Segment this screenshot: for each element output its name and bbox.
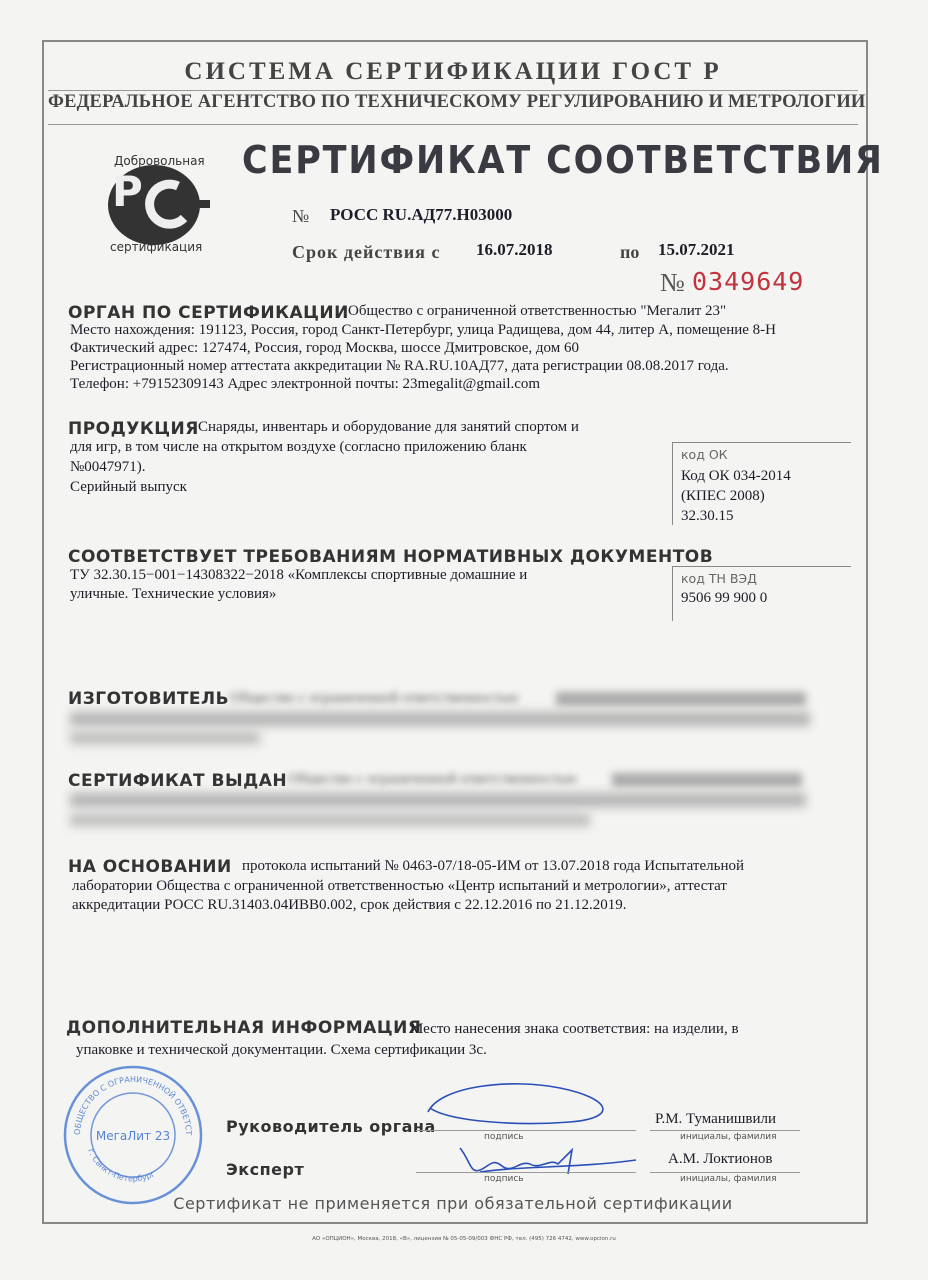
head-signature bbox=[420, 1078, 630, 1130]
compliance-line: ТУ 32.30.15−001−14308322−2018 «Комплексы спортивные домашние и bbox=[70, 567, 528, 583]
header-divider bbox=[48, 124, 858, 125]
tnved-code-heading: код ТН ВЭД bbox=[681, 571, 757, 586]
svg-text:ОБЩЕСТВО С ОГРАНИЧЕННОЙ ОТВЕТС bbox=[58, 1060, 193, 1136]
form-number: 0349649 bbox=[692, 267, 805, 296]
ok-code-heading: код ОК bbox=[681, 447, 728, 462]
product-line: №0047971). bbox=[70, 459, 146, 475]
redacted-block bbox=[70, 793, 806, 807]
basis-heading: НА ОСНОВАНИИ bbox=[68, 857, 232, 877]
basis-line: лаборатории Общества с ограниченной ответственностью «Центр испытаний и метрологии», аттестат bbox=[72, 878, 727, 894]
logo-bottom-text: сертификация bbox=[110, 240, 203, 254]
signature-line bbox=[416, 1172, 636, 1173]
additional-heading: ДОПОЛНИТЕЛЬНАЯ ИНФОРМАЦИЯ bbox=[66, 1018, 422, 1038]
cert-body-accreditation: Регистрационный номер аттестата аккредитации № RA.RU.10АД77, дата регистрации 08.08.2017 года. bbox=[70, 358, 729, 374]
basis-line: аккредитации РОСС RU.31403.04ИВВ0.002, срок действия с 22.12.2016 по 21.12.2019. bbox=[72, 897, 627, 913]
additional-line: упаковке и технической документации. Схема сертификации 3с. bbox=[76, 1042, 487, 1058]
cert-body-name: Общество с ограниченной ответственностью "Мегалит 23" bbox=[348, 303, 727, 319]
stamp-ring-bottom: г. Санкт-Петербург bbox=[86, 1147, 157, 1184]
cert-body-address: Место нахождения: 191123, Россия, город Санкт-Петербург, улица Радищева, дом 44, литер А, помещение 8-Н bbox=[70, 322, 776, 338]
sign-caption: подпись bbox=[484, 1132, 524, 1142]
head-name: Р.М. Туманишвили bbox=[655, 1111, 777, 1127]
footer-notice: Сертификат не применяется при обязательной сертификации bbox=[173, 1194, 733, 1213]
expert-name: А.М. Локтионов bbox=[668, 1151, 773, 1167]
stamp-center-text: МегаЛит 23 bbox=[95, 1129, 171, 1143]
cert-body-heading: ОРГАН ПО СЕРТИФИКАЦИИ bbox=[68, 303, 349, 323]
name-caption: инициалы, фамилия bbox=[680, 1132, 777, 1142]
cert-body-contacts: Телефон: +79152309143 Адрес электронной почты: 23megalit@gmail.com bbox=[70, 376, 541, 392]
svg-text:г. Санкт-Петербург bbox=[86, 1147, 157, 1183]
expert-signature bbox=[440, 1140, 650, 1186]
redacted-block bbox=[556, 692, 806, 706]
validity-label: Срок действия с bbox=[292, 242, 441, 262]
valid-to-label: по bbox=[620, 242, 640, 262]
rst-logo bbox=[98, 148, 218, 258]
redacted-block bbox=[70, 712, 810, 726]
product-serial: Серийный выпуск bbox=[70, 479, 187, 495]
name-caption: инициалы, фамилия bbox=[680, 1174, 777, 1184]
compliance-heading: СООТВЕТСТВУЕТ ТРЕБОВАНИЯМ НОРМАТИВНЫХ ДОКУМЕНТОВ bbox=[68, 547, 714, 567]
basis-line: протокола испытаний № 0463-07/18-05-ИМ от 13.07.2018 года Испытательной bbox=[242, 858, 745, 874]
name-line bbox=[650, 1130, 800, 1131]
issued-to-name: Общество с ограниченной ответственностью bbox=[288, 771, 577, 787]
tnved-code-box bbox=[672, 566, 851, 621]
additional-line: Место нанесения знака соответствия: на изделии, в bbox=[410, 1021, 739, 1037]
product-line: Снаряды, инвентарь и оборудование для занятий спортом и bbox=[198, 419, 579, 435]
ok-code-line: Код ОК 034-2014 bbox=[681, 468, 791, 484]
signature-line bbox=[416, 1130, 636, 1131]
ok-code-box bbox=[672, 442, 851, 525]
head-label: Руководитель органа bbox=[226, 1117, 436, 1136]
valid-to: 15.07.2021 bbox=[658, 240, 735, 259]
redacted-block bbox=[70, 732, 260, 744]
svg-text:P: P bbox=[112, 167, 143, 216]
header-divider bbox=[48, 90, 858, 91]
stamp-ring-text: ОБЩЕСТВО С ОГРАНИЧЕННОЙ ОТВЕТСТ bbox=[72, 1074, 194, 1136]
ok-code-line: 32.30.15 bbox=[681, 508, 734, 524]
logo-top-text: Добровольная bbox=[114, 154, 205, 168]
agency-title: ФЕДЕРАЛЬНОЕ АГЕНТСТВО ПО ТЕХНИЧЕСКОМУ РЕГУЛИРОВАНИЮ И МЕТРОЛОГИИ bbox=[48, 92, 866, 112]
name-line bbox=[650, 1172, 800, 1173]
manufacturer-name: Общество с ограниченной ответственностью bbox=[230, 690, 519, 706]
ok-code-line: (КПЕС 2008) bbox=[681, 488, 765, 504]
product-heading: ПРОДУКЦИЯ bbox=[68, 419, 199, 439]
form-number-label: № bbox=[660, 268, 685, 297]
expert-label: Эксперт bbox=[226, 1160, 305, 1179]
valid-from: 16.07.2018 bbox=[476, 240, 553, 259]
organization-stamp bbox=[58, 1060, 208, 1210]
number-label: № bbox=[292, 206, 310, 226]
document-title: СЕРТИФИКАТ СООТВЕТСТВИЯ bbox=[242, 138, 884, 182]
cert-body-actual-address: Фактический адрес: 127474, Россия, город Москва, шоссе Дмитровское, дом 60 bbox=[70, 340, 579, 356]
redacted-block bbox=[70, 814, 590, 826]
sign-caption: подпись bbox=[484, 1174, 524, 1184]
compliance-line: уличные. Технические условия» bbox=[70, 586, 277, 602]
redacted-block bbox=[612, 773, 802, 787]
system-title: СИСТЕМА СЕРТИФИКАЦИИ ГОСТ Р bbox=[184, 58, 722, 85]
printer-info: АО «ОПЦИОН», Москва, 2018, «В», лицензия № 05-05-09/003 ФНС РФ, тел. (495) 726 4742, www.opcion.ru bbox=[312, 1236, 616, 1242]
issued-to-heading: СЕРТИФИКАТ ВЫДАН bbox=[68, 771, 288, 791]
tnved-code-value: 9506 99 900 0 bbox=[681, 590, 768, 606]
product-line: для игр, в том числе на открытом воздухе (согласно приложению бланк bbox=[70, 439, 527, 455]
certificate-number: РОСС RU.АД77.Н03000 bbox=[330, 205, 513, 224]
manufacturer-heading: ИЗГОТОВИТЕЛЬ bbox=[68, 689, 230, 709]
